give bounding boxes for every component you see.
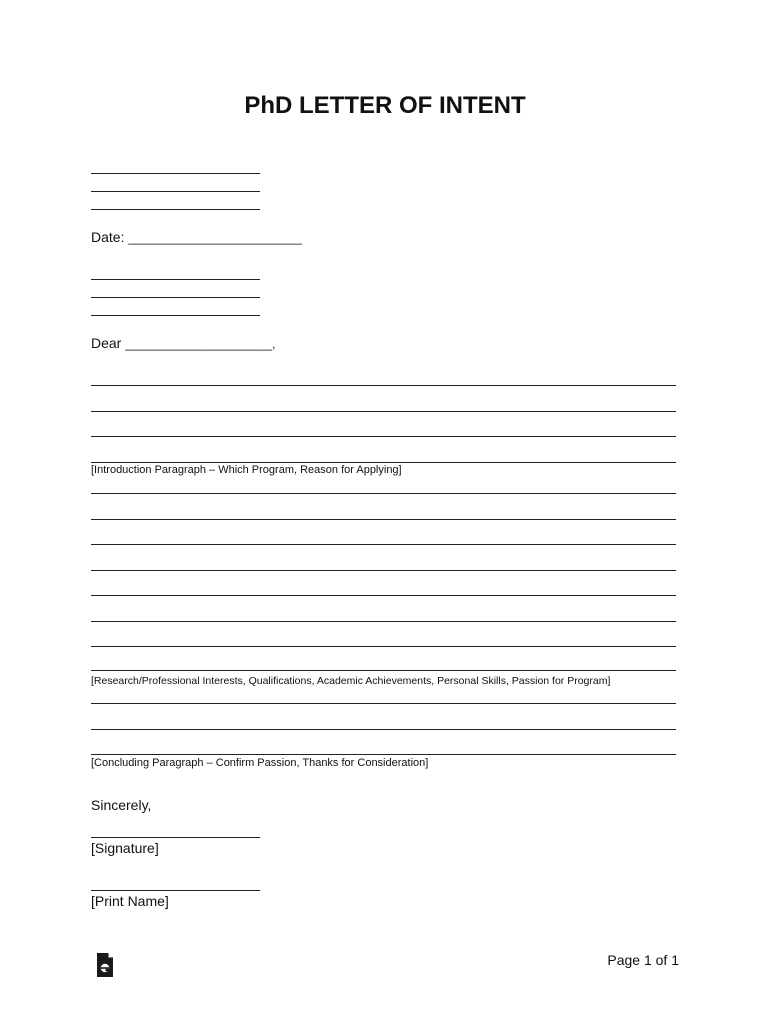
conclusion-line-1[interactable] [91, 703, 676, 704]
conclusion-line-3[interactable] [91, 754, 676, 755]
body-line-7[interactable] [91, 646, 676, 647]
intro-line-4[interactable] [91, 462, 676, 463]
closing-text: Sincerely, [91, 797, 152, 813]
print-name-line[interactable] [91, 890, 260, 891]
date-row [91, 229, 302, 245]
intro-line-1[interactable] [91, 385, 676, 386]
body-line-6[interactable] [91, 621, 676, 622]
conclusion-paragraph-note: [Concluding Paragraph – Confirm Passion, Thanks for Consideration] [91, 757, 429, 769]
body-paragraph-note: [Research/Professional Interests, Qualifications, Academic Achievements, Personal Skills, Passion for Program] [91, 675, 611, 687]
body-line-3[interactable] [91, 544, 676, 545]
print-name-label: [Print Name] [91, 893, 169, 909]
date-label: Date: [91, 229, 125, 245]
recipient-address-line-3[interactable] [91, 315, 260, 316]
sender-address-line-3[interactable] [91, 209, 260, 210]
signature-line[interactable] [91, 837, 260, 838]
intro-line-2[interactable] [91, 411, 676, 412]
intro-paragraph-note: [Introduction Paragraph – Which Program, Reason for Applying] [91, 464, 402, 476]
recipient-address-line-1[interactable] [91, 279, 260, 280]
sender-address-line-2[interactable] [91, 191, 260, 192]
page-number: Page 1 of 1 [607, 952, 679, 968]
document-title: PhD LETTER OF INTENT [244, 92, 526, 119]
sender-address-line-1[interactable] [91, 173, 260, 174]
document-logo-icon [95, 952, 115, 978]
conclusion-line-2[interactable] [91, 729, 676, 730]
intro-line-3[interactable] [91, 436, 676, 437]
body-line-1[interactable] [91, 493, 676, 494]
recipient-name-field[interactable]: ______________________, [125, 337, 276, 351]
body-line-5[interactable] [91, 595, 676, 596]
body-line-2[interactable] [91, 519, 676, 520]
body-line-8[interactable] [91, 670, 676, 671]
dear-label: Dear [91, 335, 122, 351]
signature-label: [Signature] [91, 840, 159, 856]
date-field[interactable]: __________________________ [128, 231, 302, 245]
recipient-address-line-2[interactable] [91, 297, 260, 298]
salutation-row [91, 335, 275, 351]
body-line-4[interactable] [91, 570, 676, 571]
